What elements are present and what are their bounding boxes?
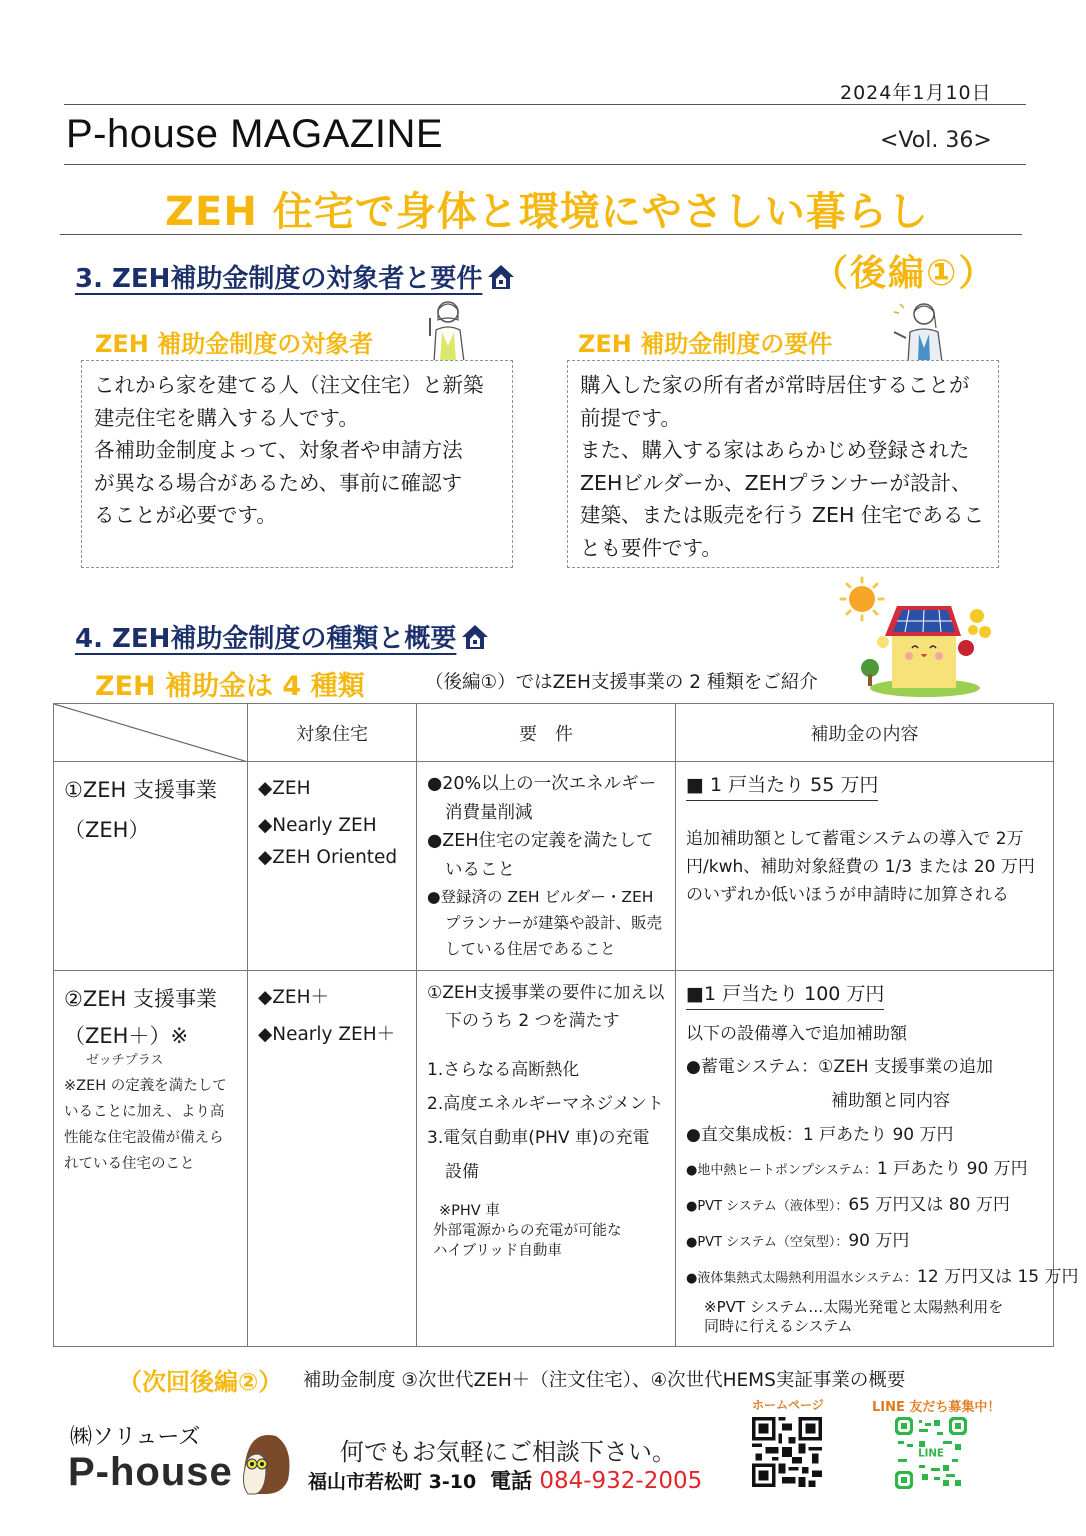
text-line: これから家を建てる人（注文住宅）と新築 bbox=[94, 373, 484, 397]
equipment-value: ①ZEH 支援事業の追加 bbox=[818, 1057, 993, 1077]
text-line: が異なる場合があるため、事前に確認す bbox=[94, 470, 463, 495]
text-line: とも要件です。 bbox=[580, 535, 722, 560]
housing-type: ◆ZEH＋ bbox=[258, 987, 330, 1008]
program-reading: ゼッチプラス bbox=[86, 1053, 164, 1068]
woman-presenting-illustration bbox=[888, 298, 950, 362]
equipment-value: 補助額と同内容 bbox=[831, 1091, 950, 1111]
program-footnote: ※ZEH の定義を満たしていることに加え、より高性能な住宅設備が備えられている住宅のこと bbox=[64, 1078, 227, 1172]
subsidy-table bbox=[53, 703, 1079, 1347]
house-icon bbox=[460, 623, 490, 651]
housing-type: ◆ZEH bbox=[258, 778, 311, 799]
requirement-item: ●ZEH住宅の定義を満たしていること bbox=[427, 831, 654, 880]
requirement-option: 1.さらなる高断熱化 bbox=[427, 1060, 580, 1080]
section-4-heading-text: 4. ZEH補助金制度の種類と概要 bbox=[75, 624, 457, 654]
solar-house-illustration bbox=[835, 574, 1030, 699]
company-name: ㈱ソリューズ bbox=[70, 1425, 201, 1450]
diagonal-header-cell bbox=[54, 704, 248, 762]
table-row bbox=[54, 762, 1054, 971]
equipment-value: 90 万円 bbox=[848, 1231, 910, 1251]
text-line: ZEHビルダーか、ZEHプランナーが設計、 bbox=[580, 470, 972, 495]
slogan: 何でもお気軽にご相談下さい。 bbox=[340, 1438, 676, 1466]
requirement-option: 2.高度エネルギーマネジメント bbox=[427, 1094, 664, 1114]
footnote-line: ハイブリッド自動車 bbox=[433, 1243, 562, 1259]
target-subheading: ZEH 補助金制度の対象者 bbox=[95, 330, 374, 358]
text-line: ることが必要です。 bbox=[94, 503, 277, 527]
program-name: ②ZEH 支援事業 bbox=[64, 987, 217, 1011]
footnote-line: ※PVT システム…太陽光発電と太陽熱利用を bbox=[704, 1298, 1004, 1316]
subsidy-amount: ■ 1 戸当たり 55 万円 bbox=[686, 772, 878, 801]
divider bbox=[64, 164, 1026, 165]
section-4-heading bbox=[75, 618, 490, 655]
requirements-description-box bbox=[567, 360, 999, 568]
table-row bbox=[54, 971, 1054, 1347]
equipment-label: ●PVT システム（空気型）： bbox=[686, 1235, 849, 1250]
phone-line bbox=[490, 1465, 702, 1495]
house-icon bbox=[486, 263, 516, 291]
woman-pointing-illustration bbox=[420, 296, 476, 362]
divider bbox=[60, 234, 1022, 235]
equipment-value: 65 万円又は 80 万円 bbox=[848, 1195, 1010, 1215]
requirements-subheading: ZEH 補助金制度の要件 bbox=[578, 330, 833, 358]
phv-footnote bbox=[427, 1201, 665, 1261]
equipment-intro: 以下の設備導入で追加補助額 bbox=[686, 1024, 907, 1044]
text-line: 各補助金制度よって、対象者や申請方法 bbox=[94, 438, 463, 462]
requirements-cell bbox=[417, 762, 676, 971]
column-header: 要 件 bbox=[417, 704, 676, 762]
line-qr-code[interactable] bbox=[895, 1417, 967, 1489]
sun-icon bbox=[841, 578, 883, 620]
line-qr-label: LINE 友だち募集中！ bbox=[872, 1400, 1001, 1415]
next-issue-label: （次回後編②） bbox=[118, 1368, 283, 1396]
column-header: 補助金の内容 bbox=[676, 704, 1054, 762]
subsidy-amount: ■1 戸当たり 100 万円 bbox=[686, 981, 884, 1010]
subsidy-content-cell bbox=[676, 971, 1079, 1347]
volume-number: <Vol. 36> bbox=[880, 128, 992, 153]
phone-number[interactable]: 084-932-2005 bbox=[539, 1468, 703, 1494]
equipment-label: ●PVT システム（液体型）： bbox=[686, 1199, 849, 1214]
target-housing-cell bbox=[248, 762, 417, 971]
divider bbox=[64, 104, 1026, 105]
requirement-item: ●20%以上の一次エネルギー消費量削減 bbox=[427, 774, 657, 823]
footnote-line: ※PHV 車 bbox=[439, 1203, 500, 1219]
section-3-heading-text: 3. ZEH補助金制度の対象者と要件 bbox=[75, 264, 483, 294]
equipment-label: ●液体集熱式太陽熱利用温水システム： bbox=[686, 1271, 918, 1286]
equipment-value: 1 戸あたり 90 万円 bbox=[877, 1159, 1028, 1179]
equipment-label: ●蓄電システム： bbox=[686, 1057, 819, 1077]
program-name: ①ZEH 支援事業 bbox=[64, 778, 217, 802]
types-title: ZEH 補助金は 4 種類 bbox=[95, 671, 365, 702]
homepage-qr-label: ホームページ bbox=[752, 1398, 824, 1412]
program-subname: （ZEH） bbox=[64, 818, 150, 842]
equipment-item bbox=[686, 1118, 1043, 1152]
magazine-title: P-house MAGAZINE bbox=[66, 112, 444, 156]
equipment-item bbox=[686, 1260, 1079, 1296]
equipment-item bbox=[686, 1050, 1043, 1084]
section-3-heading bbox=[75, 258, 516, 295]
homepage-qr-code[interactable] bbox=[752, 1417, 822, 1487]
footnote-line: 同時に行えるシステム bbox=[704, 1317, 853, 1335]
equipment-item bbox=[686, 1188, 1043, 1224]
housing-type: ◆Nearly ZEH＋ bbox=[258, 1024, 396, 1045]
pvt-footnote bbox=[686, 1298, 1043, 1336]
subsidy-description: 追加補助額として蓄電システムの導入で 2万円/kwh、補助対象経費の 1/3 または 20 万円のいずれか低いほうが申請時に加算される bbox=[686, 829, 1035, 905]
subsidy-content-cell bbox=[676, 762, 1054, 971]
column-header: 対象住宅 bbox=[248, 704, 417, 762]
address: 福山市若松町 3-10 bbox=[308, 1471, 477, 1493]
phone-label: 電話 bbox=[490, 1469, 532, 1493]
text-line: 建売住宅を購入する人です。 bbox=[94, 405, 359, 430]
target-description-box bbox=[81, 360, 513, 568]
program-name-cell bbox=[54, 762, 248, 971]
requirement-item: ●登録済の ZEH ビルダー・ZEH プランナーが建築や設計、販売している住居であること bbox=[427, 888, 663, 958]
equipment-label: ●地中熱ヒートポンプシステム： bbox=[686, 1163, 878, 1178]
program-subname: （ZEH＋）※ bbox=[64, 1024, 189, 1048]
next-issue-text: 補助金制度 ③次世代ZEH＋（注文住宅）、④次世代HEMS実証事業の概要 bbox=[303, 1370, 906, 1391]
table-header-row bbox=[54, 704, 1054, 762]
text-line: 購入した家の所有者が常時居住することが bbox=[580, 373, 970, 397]
types-subtitle: （後編①）ではZEH支援事業の 2 種類をご紹介 bbox=[425, 672, 818, 693]
housing-type: ◆ZEH Oriented bbox=[258, 847, 398, 868]
text-line: 建築、または販売を行う ZEH 住宅であるこ bbox=[580, 503, 984, 527]
line-logo-text: LINE bbox=[918, 1448, 944, 1460]
housing-type: ◆Nearly ZEH bbox=[258, 815, 377, 836]
page-title: ZEH 住宅で身体と環境にやさしい暮らし bbox=[165, 189, 929, 235]
requirements-cell bbox=[417, 971, 676, 1347]
requirement-intro: ①ZEH支援事業の要件に加え以下のうち 2 つを満たす bbox=[427, 983, 665, 1031]
text-line: 前提です。 bbox=[580, 405, 681, 430]
requirement-option: 3.電気自動車(PHV 車)の充電設備 bbox=[427, 1128, 650, 1182]
equipment-value: 12 万円又は 15 万円 bbox=[917, 1267, 1079, 1287]
brand-logo-text: P-house bbox=[68, 1450, 233, 1494]
equipment-label: ●直交集成板： bbox=[686, 1125, 803, 1145]
equipment-item bbox=[686, 1084, 1043, 1118]
program-name-cell bbox=[54, 971, 248, 1347]
text-line: また、購入する家はあらかじめ登録された bbox=[580, 438, 970, 462]
target-housing-cell bbox=[248, 971, 417, 1347]
issue-date: 2024年1月10日 bbox=[840, 82, 992, 104]
equipment-item bbox=[686, 1224, 1043, 1260]
equipment-item bbox=[686, 1152, 1043, 1188]
footnote-line: 外部電源からの充電が可能な bbox=[433, 1223, 622, 1239]
part-label: （後編①） bbox=[812, 253, 997, 294]
hedgehog-mascot-icon bbox=[232, 1428, 294, 1498]
equipment-value: 1 戸あたり 90 万円 bbox=[802, 1125, 954, 1145]
